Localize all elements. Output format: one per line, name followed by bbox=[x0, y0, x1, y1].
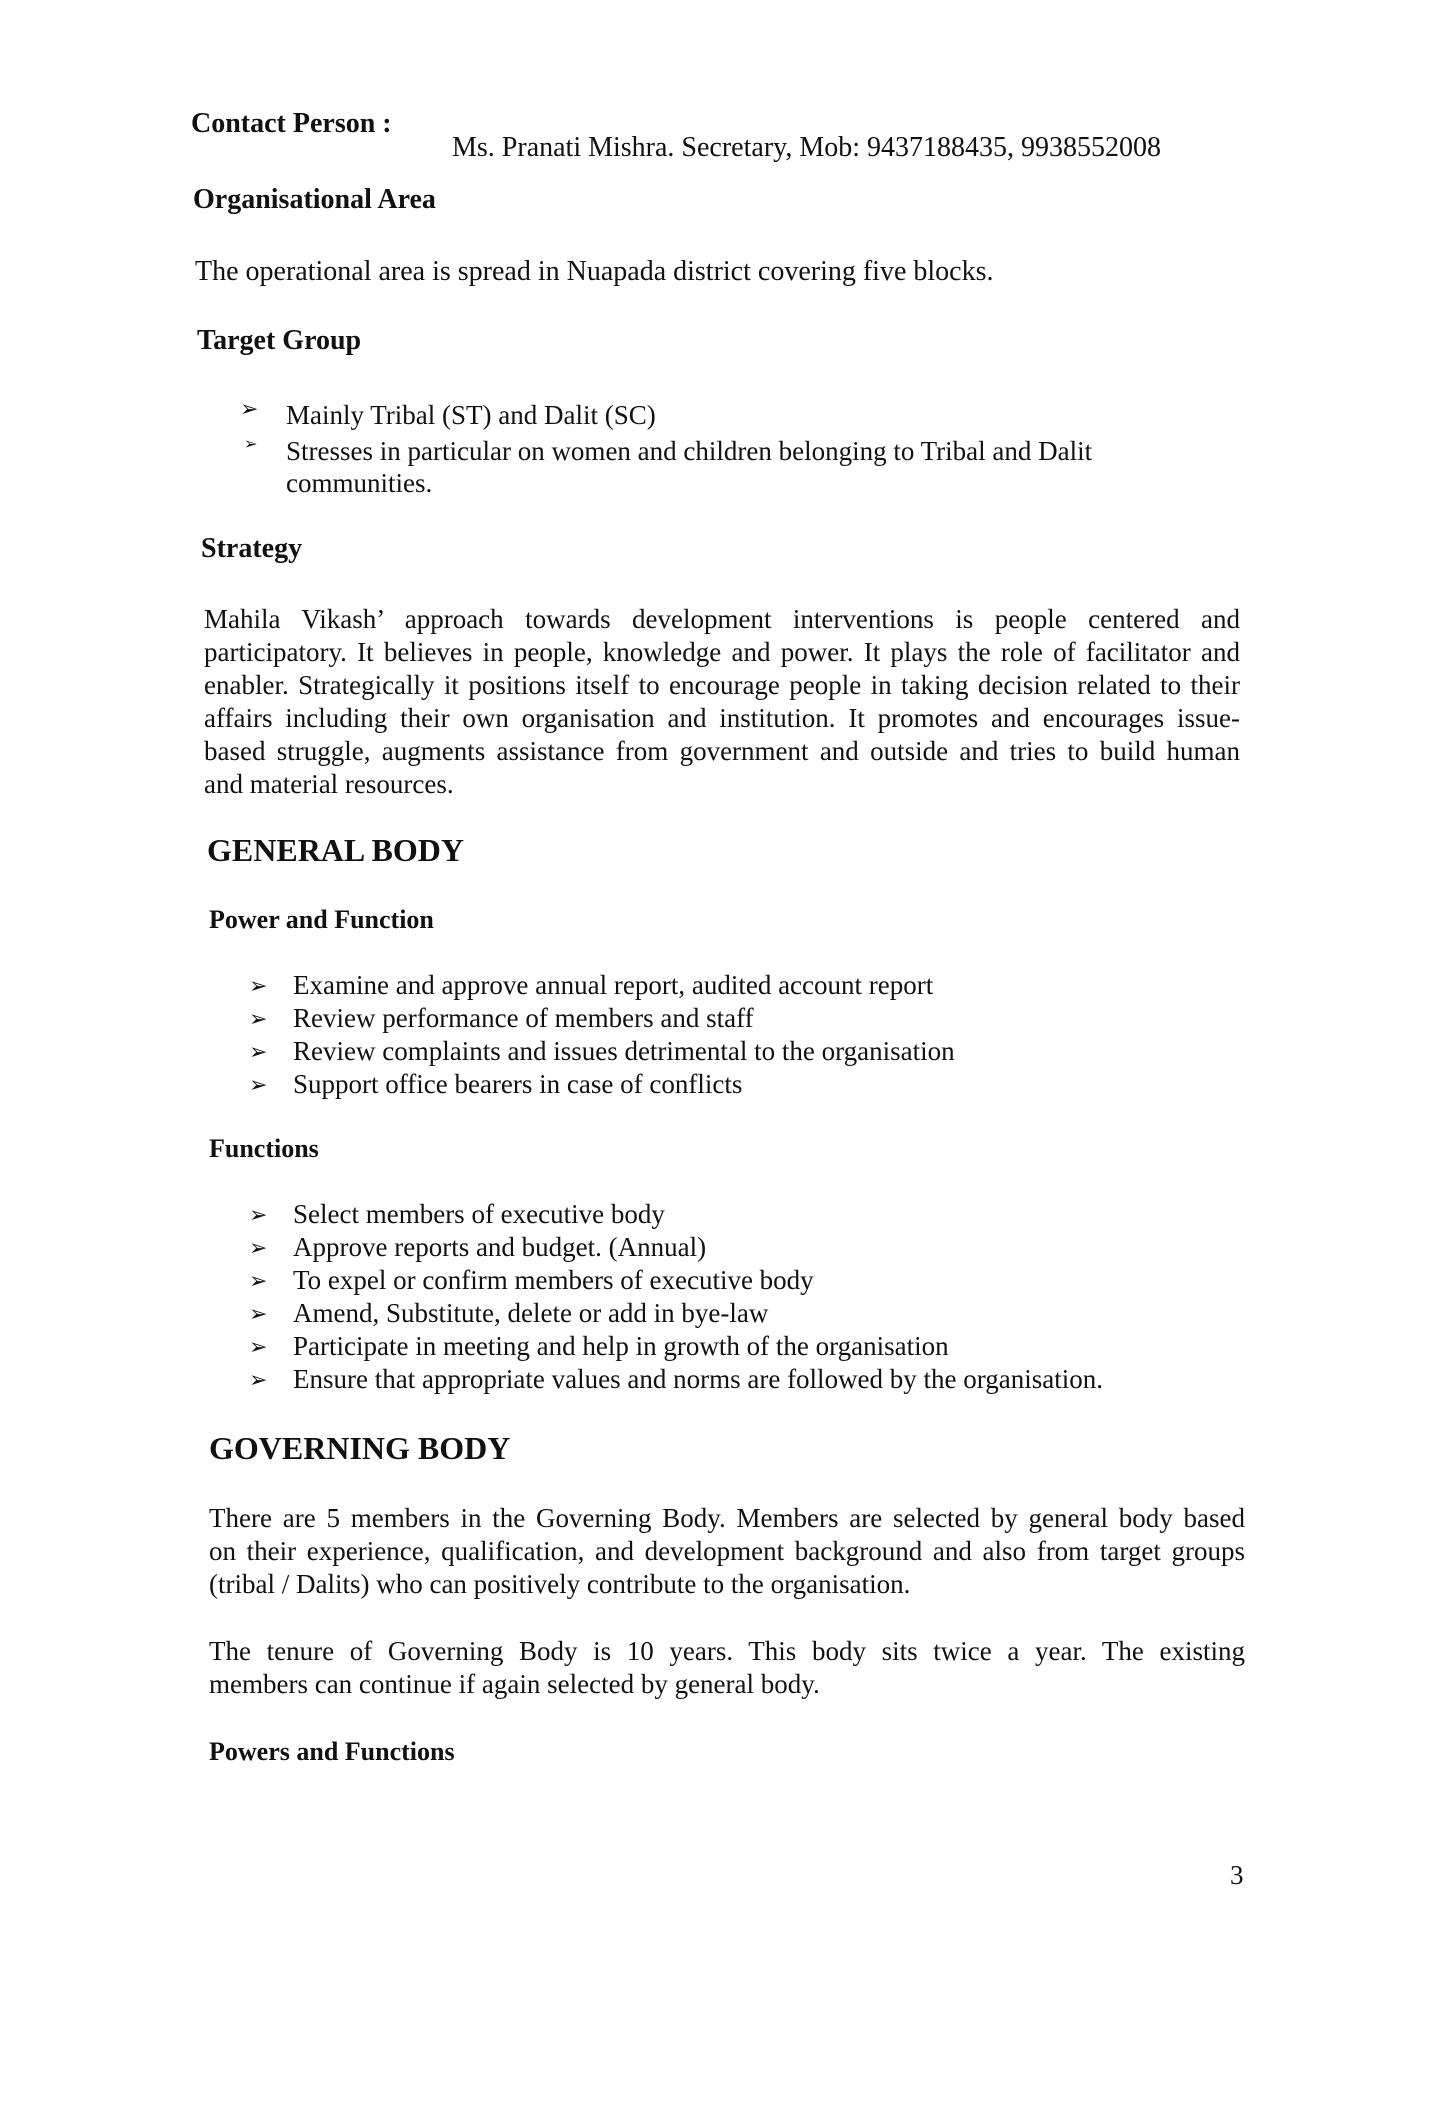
list-item bbox=[249, 1231, 1103, 1264]
list-item bbox=[249, 1002, 955, 1035]
strategy-line: Mahila Vikash’ approach towards development interventions is people centered and bbox=[204, 604, 1240, 634]
list-item bbox=[249, 1264, 1103, 1297]
bullet-arrow-icon: ➢ bbox=[244, 436, 258, 453]
list-item-text: Review complaints and issues detrimental to the organisation bbox=[293, 1036, 955, 1066]
governing-body-line: on their experience, qualification, and development background and also from target groups bbox=[209, 1536, 1245, 1566]
list-item bbox=[249, 1068, 955, 1101]
list-item-text: Ensure that appropriate values and norms are followed by the organisation. bbox=[293, 1364, 1104, 1394]
bullet-arrow-icon: ➢ bbox=[249, 1039, 268, 1064]
list-item bbox=[249, 969, 955, 1002]
bullet-arrow-icon: ➢ bbox=[249, 1367, 268, 1392]
list-item-text: To expel or confirm members of executive body bbox=[293, 1265, 814, 1295]
target-group-item: Mainly Tribal (ST) and Dalit (SC) bbox=[286, 400, 656, 430]
bullet-arrow-icon: ➢ bbox=[249, 1301, 268, 1326]
list-item bbox=[249, 1198, 1103, 1231]
bullet-arrow-icon: ➢ bbox=[249, 1006, 268, 1031]
bullet-arrow-icon: ➢ bbox=[249, 1072, 268, 1097]
target-group-item: Stresses in particular on women and children belonging to Tribal and Dalit bbox=[286, 436, 1093, 466]
strategy-heading: Strategy bbox=[201, 533, 303, 564]
tenure-paragraph bbox=[209, 1635, 1245, 1701]
list-item-text: Approve reports and budget. (Annual) bbox=[293, 1232, 707, 1262]
list-item-text: Participate in meeting and help in growth of the organisation bbox=[293, 1331, 949, 1361]
list-item bbox=[249, 1035, 955, 1068]
governing-body-heading: GOVERNING BODY bbox=[209, 1430, 511, 1466]
power-and-function-heading: Power and Function bbox=[209, 905, 434, 934]
strategy-paragraph bbox=[204, 603, 1240, 801]
tenure-line: The tenure of Governing Body is 10 years. This body sits twice a year. The existing bbox=[209, 1636, 1245, 1666]
strategy-line: enabler. Strategically it positions itself to encourage people in taking decision related to their bbox=[204, 670, 1240, 700]
list-item-text: Examine and approve annual report, audited account report bbox=[293, 970, 934, 1000]
strategy-line: based struggle, augments assistance from government and outside and tries to build human bbox=[204, 736, 1240, 766]
functions-list bbox=[249, 1198, 1103, 1396]
tenure-line: members can continue if again selected by general body. bbox=[209, 1669, 820, 1699]
bullet-arrow-icon: ➢ bbox=[249, 1334, 268, 1359]
list-item bbox=[249, 1297, 1103, 1330]
governing-body-paragraph bbox=[209, 1502, 1245, 1601]
general-body-heading: GENERAL BODY bbox=[207, 832, 464, 868]
target-group-item-continuation: communities. bbox=[286, 468, 433, 498]
functions-heading: Functions bbox=[209, 1134, 319, 1163]
list-item-text: Select members of executive body bbox=[293, 1199, 665, 1229]
bullet-arrow-icon: ➢ bbox=[249, 1235, 268, 1260]
list-item-text: Amend, Substitute, delete or add in bye-law bbox=[293, 1298, 769, 1328]
governing-body-line: There are 5 members in the Governing Body. Members are selected by general body based bbox=[209, 1503, 1245, 1533]
bullet-arrow-icon: ➢ bbox=[249, 1268, 268, 1293]
list-item bbox=[249, 1363, 1103, 1396]
organisational-area-heading: Organisational Area bbox=[193, 184, 436, 215]
contact-label: Contact Person : bbox=[191, 108, 392, 139]
bullet-arrow-icon: ➢ bbox=[249, 1202, 268, 1227]
bullet-arrow-icon: ➢ bbox=[240, 396, 259, 421]
strategy-line: affairs including their own organisation and institution. It promotes and encourages issue- bbox=[204, 703, 1240, 733]
list-item-text: Support office bearers in case of conflicts bbox=[293, 1069, 743, 1099]
governing-body-line: (tribal / Dalits) who can positively contribute to the organisation. bbox=[209, 1569, 911, 1599]
target-group-heading: Target Group bbox=[197, 325, 362, 356]
power-function-list bbox=[249, 969, 955, 1101]
page-number: 3 bbox=[1230, 1860, 1244, 1890]
strategy-line: and material resources. bbox=[204, 769, 454, 799]
organisational-area-text: The operational area is spread in Nuapada district covering five blocks. bbox=[195, 256, 994, 287]
list-item bbox=[249, 1330, 1103, 1363]
list-item-text: Review performance of members and staff bbox=[293, 1003, 754, 1033]
contact-value: Ms. Pranati Mishra. Secretary, Mob: 9437188435, 9938552008 bbox=[452, 132, 1161, 163]
bullet-arrow-icon: ➢ bbox=[249, 973, 268, 998]
powers-and-functions-heading: Powers and Functions bbox=[209, 1737, 455, 1766]
strategy-line: participatory. It believes in people, knowledge and power. It plays the role of facilitator and bbox=[204, 637, 1240, 667]
